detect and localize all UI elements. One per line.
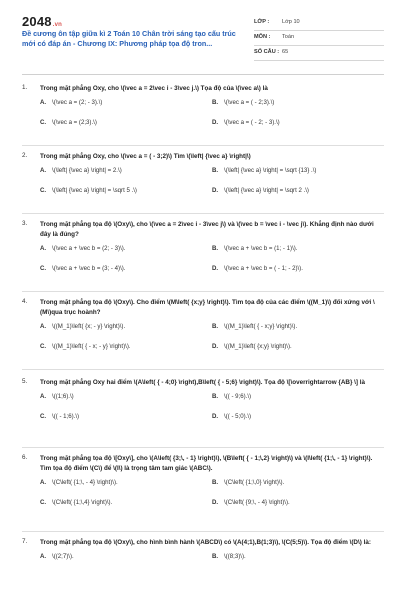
question-text: Trong mặt phẳng Oxy, cho \(\vec a = 2\vec i - 3\vec j.\) Tọa độ của \(\vec a\) là xyxy=(40,85,268,92)
question-options xyxy=(40,393,382,433)
option-letter: C. xyxy=(40,265,47,272)
option-row xyxy=(40,479,382,499)
option-letter: C. xyxy=(40,187,47,194)
option-text: \(C\left( {1;\, - 4} \right)\). xyxy=(52,479,118,486)
question-text: Trong mặt phẳng tọa độ \(Oxy\). Cho điểm \(M\left( {x;y} \right)\). Tìm tọa độ của các điểm \((M_1)\) đối xứng với \(M\)qua trục hoành? xyxy=(40,299,375,316)
question-text: Trong mặt phẳng tọa độ \[Oxy\], cho \(A\left( {3;\, - 1} \right)\), \(B\left( { - 1;\,2} \right)\) và \(I\left( {1;\, - 1} \right)\). Tìm tọa độ điểm \(C\) để \(I\) là trọng tâm tam giác \(ABC\). xyxy=(40,455,373,472)
option-c[interactable] xyxy=(40,343,200,350)
option-text: \(\left| {\vec a} \right| = \sqrt 5 .\) xyxy=(52,187,137,194)
option-text: \(\vec a + \vec b = (2; - 3)\). xyxy=(52,245,126,252)
option-text: \(\left| {\vec a} \right| = \sqrt {13} .\) xyxy=(224,167,317,174)
question-number: 1. xyxy=(22,84,28,91)
question-3 xyxy=(0,214,400,290)
option-c[interactable] xyxy=(40,499,200,506)
option-letter: C. xyxy=(40,119,47,126)
option-letter: B. xyxy=(212,393,219,400)
option-b[interactable] xyxy=(212,323,372,330)
option-c[interactable] xyxy=(40,265,200,272)
option-letter: D. xyxy=(212,119,219,126)
question-number: 5. xyxy=(22,378,28,385)
subject-label: MÔN : xyxy=(254,34,271,40)
option-row xyxy=(40,323,382,343)
question-number: 6. xyxy=(22,454,28,461)
option-letter: C. xyxy=(40,343,47,350)
option-row xyxy=(40,265,382,285)
option-text: \(( - 1;6).\) xyxy=(52,413,80,420)
question-text: Trong mặt phẳng tọa độ \(Oxy\), cho hình bình hành \(ABCD\) có \(A(4;1),B(1;3)\), \(C(5;5)\). Tọa độ điểm \(D\) là: xyxy=(40,539,371,546)
option-a[interactable] xyxy=(40,323,200,330)
option-row xyxy=(40,343,382,363)
option-letter: A. xyxy=(40,323,47,330)
option-text: \((8;3)\). xyxy=(224,553,246,560)
question-text: Trong mặt phẳng Oxy, cho \(\vec a = ( - 3;2)\) Tìm \(\left| {\vec a} \right|\) xyxy=(40,153,251,160)
option-text: \(( - 5;0).\) xyxy=(224,413,252,420)
option-row xyxy=(40,413,382,433)
option-text: \(( - 9;6).\) xyxy=(224,393,252,400)
count-label: SỐ CÂU : xyxy=(254,49,280,55)
question-7 xyxy=(0,532,400,582)
option-letter: B. xyxy=(212,553,219,560)
option-letter: A. xyxy=(40,99,47,106)
option-b[interactable] xyxy=(212,553,372,560)
option-letter: B. xyxy=(212,323,219,330)
option-letter: B. xyxy=(212,167,219,174)
header-divider xyxy=(22,74,384,75)
option-a[interactable] xyxy=(40,245,200,252)
question-list xyxy=(0,78,400,582)
option-b[interactable] xyxy=(212,393,372,400)
option-text: \(\left| {\vec a} \right| = \sqrt 2 .\) xyxy=(224,187,309,194)
subject-value: Toán xyxy=(282,34,295,40)
document-title: Đề cương ôn tập giữa kì 2 Toán 10 Chân trời sáng tạo cấu trúc mới có đáp án - Chương IX: Phương pháp tọa độ tron... xyxy=(22,29,236,48)
option-text: \(\vec a + \vec b = (1; - 1)\). xyxy=(224,245,298,252)
question-options xyxy=(40,99,382,139)
logo-suffix: .vn xyxy=(52,22,63,28)
option-row xyxy=(40,119,382,139)
question-4 xyxy=(0,292,400,368)
question-text: Trong mặt phẳng Oxy hai điểm \(A\left( { - 4;0} \right),B\left( { - 5;6} \right)\). Tọa độ \[\overrightarrow {AB} \] là xyxy=(40,379,366,386)
option-text: \((M_1)\left( {x; - y} \right)\). xyxy=(52,323,126,330)
option-d[interactable] xyxy=(212,413,372,420)
question-options xyxy=(40,479,382,519)
option-text: \(C\left( {1;\,0} \right)\). xyxy=(224,479,285,486)
option-row xyxy=(40,245,382,265)
option-a[interactable] xyxy=(40,167,200,174)
option-d[interactable] xyxy=(212,187,372,194)
option-c[interactable] xyxy=(40,187,200,194)
option-text: \((1;6).\) xyxy=(52,393,74,400)
option-a[interactable] xyxy=(40,393,200,400)
option-letter: B. xyxy=(212,99,219,106)
option-b[interactable] xyxy=(212,479,372,486)
option-text: \(\vec a + \vec b = (3; - 4)\). xyxy=(52,265,126,272)
option-a[interactable] xyxy=(40,479,200,486)
class-value: Lớp 10 xyxy=(282,19,300,25)
question-number: 2. xyxy=(22,152,28,159)
question-options xyxy=(40,323,382,363)
count-value: 65 xyxy=(282,49,289,55)
option-row xyxy=(40,167,382,187)
question-options xyxy=(40,553,382,573)
option-row xyxy=(40,99,382,119)
option-text: \((M_1)\left( { - x;y} \right)\). xyxy=(224,323,298,330)
option-letter: C. xyxy=(40,499,47,506)
question-number: 4. xyxy=(22,298,28,305)
option-text: \(C\left( {1;\,4} \right)\). xyxy=(52,499,113,506)
option-letter: D. xyxy=(212,499,219,506)
option-text: \(\left| {\vec a} \right| = 2.\) xyxy=(52,167,122,174)
logo-main: 2048 xyxy=(22,14,52,29)
question-options xyxy=(40,167,382,207)
option-letter: B. xyxy=(212,245,219,252)
question-5 xyxy=(0,370,400,446)
option-d[interactable] xyxy=(212,499,372,506)
question-options xyxy=(40,245,382,285)
option-letter: B. xyxy=(212,479,219,486)
option-letter: D. xyxy=(212,265,219,272)
option-c[interactable] xyxy=(40,119,200,126)
class-label: LỚP : xyxy=(254,19,270,25)
count-row xyxy=(254,46,384,61)
option-row xyxy=(40,187,382,207)
option-d[interactable] xyxy=(212,119,372,126)
option-c[interactable] xyxy=(40,413,200,420)
option-letter: C. xyxy=(40,413,47,420)
info-panel xyxy=(254,16,384,61)
option-letter: D. xyxy=(212,343,219,350)
site-logo[interactable] xyxy=(22,14,62,29)
option-letter: D. xyxy=(212,413,219,420)
class-row xyxy=(254,16,384,31)
option-d[interactable] xyxy=(212,265,372,272)
option-letter: A. xyxy=(40,393,47,400)
subject-row xyxy=(254,31,384,46)
question-6 xyxy=(0,448,400,530)
header xyxy=(0,0,400,68)
option-letter: A. xyxy=(40,245,47,252)
question-text: Trong mặt phẳng tọa độ \(Oxy\), cho \(\vec a = 2\vec i - 3\vec j\) và \(\vec b = \vec i - \vec j\). Khẳng định nào dưới đây là đúng? xyxy=(40,221,374,238)
question-2 xyxy=(0,146,400,212)
question-number: 7. xyxy=(22,538,28,545)
option-text: \((M_1)\left( { - x; - y} \right)\). xyxy=(52,343,131,350)
question-number: 3. xyxy=(22,220,28,227)
option-text: \(\vec a = ( - 2;3).\) xyxy=(224,99,275,106)
option-text: \(\vec a + \vec b = ( - 1; - 2)\). xyxy=(224,265,303,272)
option-b[interactable] xyxy=(212,99,372,106)
option-d[interactable] xyxy=(212,343,372,350)
option-letter: D. xyxy=(212,187,219,194)
option-letter: A. xyxy=(40,479,47,486)
option-a[interactable] xyxy=(40,553,200,560)
option-row xyxy=(40,553,382,573)
option-b[interactable] xyxy=(212,167,372,174)
option-text: \(\vec a = (2; - 3).\) xyxy=(52,99,103,106)
option-row xyxy=(40,393,382,413)
option-letter: A. xyxy=(40,167,47,174)
option-text: \(\vec a = (2;3).\) xyxy=(52,119,97,126)
question-1 xyxy=(0,78,400,144)
option-text: \((2;7)\). xyxy=(52,553,74,560)
option-text: \((M_1)\left( {x;y} \right)\). xyxy=(224,343,292,350)
option-text: \(\vec a = ( - 2; - 3).\) xyxy=(224,119,280,126)
option-row xyxy=(40,499,382,519)
option-a[interactable] xyxy=(40,99,200,106)
option-text: \(C\left( {9;\, - 4} \right)\). xyxy=(224,499,290,506)
option-b[interactable] xyxy=(212,245,372,252)
option-letter: A. xyxy=(40,553,47,560)
